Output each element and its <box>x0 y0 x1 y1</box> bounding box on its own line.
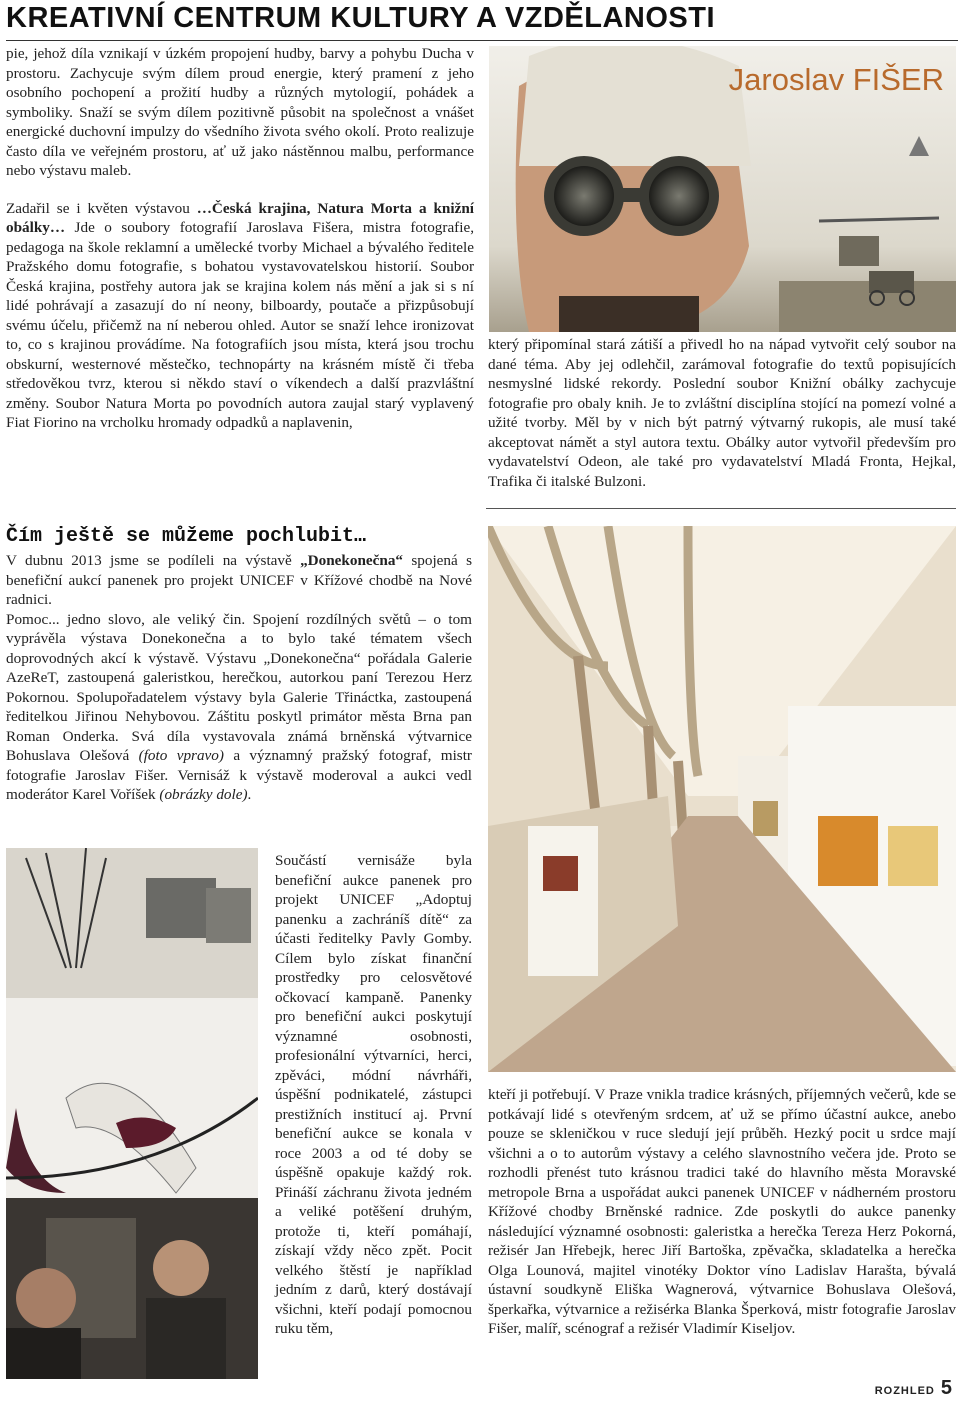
article1-p2-rest: Jde o soubory fotografií Jaroslava Fišera, mistra fotografie, pedagoga na škole reklamní a umělecké tvorby Michael a bývalého ředitele Pražského domu fotografie, s bohatou vystavovatelskou historií. Soubor Česká krajina, postřehy autora jak se krajina kolem nás mění a jak si s ní lidé pohrávají a zasazují do ní neony, bilboardy, poutače a přizpůsobují svému účelu, přičemž na ní neberou ohled. Autor se snaží lehce ironizovat to, co s krajinou provádíme. Na fotografiích jsou místa, která jsou trochu obskurní, westernové městečko, technopárty na krásném místě či třeba středověkou tvrz, kterou si někdo staví o víkendech a další prazvláštní změny. Soubor Natura Morta po povodních autora zaujal starý vyplavený Fiat Fiorino na vrcholku hromady odpadků a naplavenin, <box>6 219 474 431</box>
poster-name: Jaroslav FIŠER <box>728 62 944 97</box>
article2-p1-text: V dubnu 2013 jsme se podíleli na výstavě <box>6 552 301 569</box>
page-number: 5 <box>940 1377 952 1399</box>
poster-photo <box>489 46 956 332</box>
page-title: KREATIVNÍ CENTRUM KULTURY A VZDĚLANOSTI <box>6 2 716 34</box>
section-divider <box>486 508 956 509</box>
header-rule <box>6 40 958 41</box>
tradition-paragraph: kteří ji potřebují. V Praze vnikla tradice krásných, příjemných večerů, kde se potkávají lidé s otevřeným srdcem, ať už se přímo účastní aukce, anebo pouze se skleničkou v ruce sledují její průběh. Hezký pocit u srdce mají všichni a o to autorům výstavy a celého slavnostního večera jde. Proto se rozhodli přenést tuto krásnou tradici také do hlavního města Moravské metropole Brna a uspořádat aukci panenek UNICEF v nádherném prostoru Křížové chodby Brněnské radnice. Zde poskytli do aukce panenky následující významné osobnosti: galeristka a herečka Tereza Herz Pokorná, režisér Jan Hřebejk, herec Jiří Bartoška, zpěvačka, skladatelka a herečka Olga Lounová, majitel vinotéky Doktor víno Ladislav Harašta, bývalá ústavní soudkyně Eliška Wagnerová, výtvarnice Bohuslava Olešová, šperkařka, výtvarnice a režisérka Blanka Šperková, mistr fotografie Jaroslav Fišer, malíř, scénograf a režisér Vladimír Kiseljov. <box>488 1086 956 1337</box>
article2-middle-column <box>275 851 472 1339</box>
page-header <box>6 2 954 38</box>
article2-p1-text-end: spojená s benefiční aukcí panenek pro projekt UNICEF v Křížové chodbě na Nové radnici. <box>6 552 472 608</box>
article1-paragraph-3: který připomínal stará zátiší a přivedl ho na nápad vytvořit celý soubor na dané téma. Aby jej odlehčil, zarámoval fotografie do textů popisujících nesmyslné lidské rekordy. Poslední soubor Knižní obálky zachycuje fotografie pro obaly knih. Je to zvláštní disciplína stojící na pomezí volné a užité tvorby. Měl by v nich být patrný výtvarný rukopis, ale musí také akceptovat námět a styl autora textu. Obálky autor vytvořil především pro vydavatelství Odeon, ale také pro vydavatelství Mladá Fronta, Hejkal, Trafika či italské Bulzoni. <box>488 336 956 490</box>
exhibition-name: „Donekonečna“ <box>300 552 404 569</box>
exhibition-title: …Česká krajina, Natura Morta a knižní obálky… <box>6 199 474 236</box>
article2-paragraph-2 <box>6 610 472 805</box>
cloister-illustration <box>488 526 956 1072</box>
article2-paragraph-1 <box>6 551 472 610</box>
photo-caption-below: (obrázky dole) <box>159 786 248 803</box>
article1-column-left <box>6 44 474 433</box>
article1-column-right <box>488 335 956 491</box>
article1-p2-intro: Zadařil se i květen výstavou <box>6 199 197 217</box>
article1-paragraph-1: pie, jehož díla vznikají v úzkém propojení hudby, barvy a pohybu Ducha v prostoru. Zachycuje svým dílem proud energie, který pramení z jeho osobního pochopení a prožití hudby a různých mytologií, pohádek a symboliky. Snaží se svým dílem pozitivně působit na společnost a vnášet energické duchovní impulzy do všedního života svého okolí. Proto realizuje často díla ve veřejném prostoru, ať už jako nástěnnou malbu, performance nebo výstavu maleb. <box>6 45 474 179</box>
magazine-name: ROZHLED <box>874 1385 935 1397</box>
article2-p2-text-end: . <box>247 786 252 803</box>
collage-illustration <box>6 848 258 1379</box>
article2-p2-text-mid: a významný pražský fotograf, mistr fotografie Jaroslav Fišer. Vernisáž k výstavě moderoval a aukci vedl moderátor Karel Voříšek <box>6 747 472 803</box>
article1-paragraph-2 <box>6 199 474 433</box>
article2-right-column <box>488 1085 956 1339</box>
article2-p2-text: Pomoc... jedno slovo, ale veliký čin. Spojení rozdílných světů – o tom vyprávěla výstava Donekonečna a to bylo také tématem všech doprovodných akcí k výstavě. Výstavu „Donekonečna“ pořádala Galerie AzeReT, zastoupená galeristkou, herečkou, autorkou paní Terezou Herz Pokornou. Spolupořadatelem výstavy byla Galerie Třináctka, zastoupená ředitelkou Jiřinou Nehybovou. Záštitu poskytl primátor města Brna pan Roman Onderka. Svá díla vystavovala známá brněnská výtvarnice Bohuslava Olešová <box>6 610 472 764</box>
section-heading: Čím ještě se můžeme pochlubit… <box>6 525 367 548</box>
auction-paragraph: Součástí vernisáže byla benefiční aukce panenek pro projekt UNICEF „Adoptuj panenku a zachráníš dítě“ za účasti ředitelky Pavly Gomby. Cílem bylo získat finanční prostředky pro celosvětové očkovací kampaně. Panenky pro benefiční aukci poskytují významné osobnosti, profesionální výtvarníci, herci, zpěváci, módní návrháři, úspěšní podnikatelé, zástupci prestižních institucí aj. První benefiční aukce se konala v roce 2003 a od té doby se úspěšně opakuje každý rok. Přináší záchranu života jedném a veliké potěšení druhým, protože ti, kteří pomáhají, získají vždy něco zpět. Pocit velkého štěstí je například jedním z darů, který dostávají všichni, kteří podají pomocnou ruku těm, <box>275 852 472 1337</box>
cloister-photo <box>488 526 956 1072</box>
photo-caption-right: (foto vpravo) <box>138 747 224 764</box>
page-footer <box>875 1377 952 1400</box>
vernissage-collage <box>6 848 258 1379</box>
article2-top <box>6 525 472 805</box>
